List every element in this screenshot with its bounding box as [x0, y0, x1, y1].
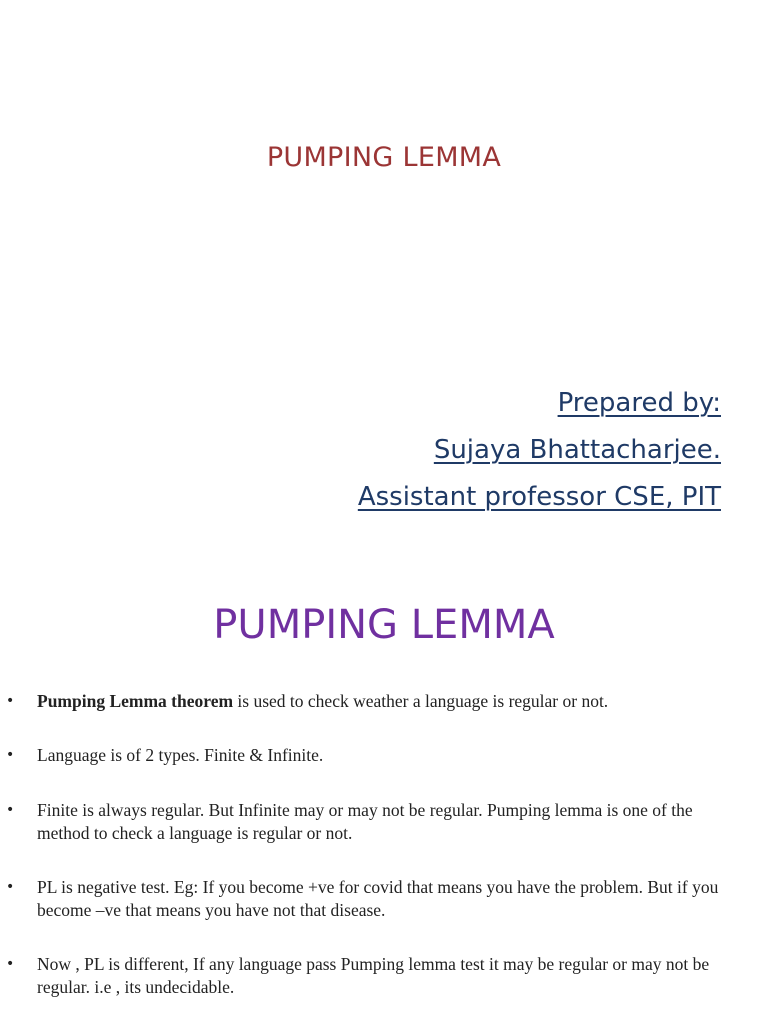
bullet-icon: • [6, 747, 15, 763]
bullet-item [0, 799, 768, 845]
bullet-text: Now , PL is different, If any language pass Pumping lemma test it may be regular or may not be regular. i.e , its undecidable. [37, 954, 710, 997]
author-block [358, 380, 721, 521]
slide2-title: PUMPING LEMMA [213, 602, 555, 648]
bullet-item [0, 876, 768, 922]
author-position: Assistant professor CSE, PIT [357, 482, 721, 512]
prepared-by-label: Prepared by: [557, 388, 721, 418]
bullet-item [0, 690, 648, 713]
author-name: Sujaya Bhattacharjee. [433, 435, 721, 465]
bullet-item [0, 953, 768, 999]
bullet-icon: • [6, 693, 15, 709]
bullet-bold-text: Pumping Lemma theorem [37, 691, 234, 711]
bullet-icon: • [6, 802, 15, 818]
bullet-text: is used to check weather a language is regular or not. [233, 691, 609, 711]
bullet-text: Finite is always regular. But Infinite may or may not be regular. Pumping lemma is one of the method to check a language is regular or not. [37, 800, 693, 843]
bullet-text: Language is of 2 types. Finite & Infinite. [37, 745, 324, 765]
slide1-title: PUMPING LEMMA [266, 142, 502, 173]
bullet-icon: • [6, 956, 15, 972]
bullet-item [0, 744, 363, 767]
bullet-icon: • [6, 879, 15, 895]
bullet-text: PL is negative test. Eg: If you become +ve for covid that means you have the problem. But if you become –ve that means you have not that disease. [37, 877, 719, 920]
